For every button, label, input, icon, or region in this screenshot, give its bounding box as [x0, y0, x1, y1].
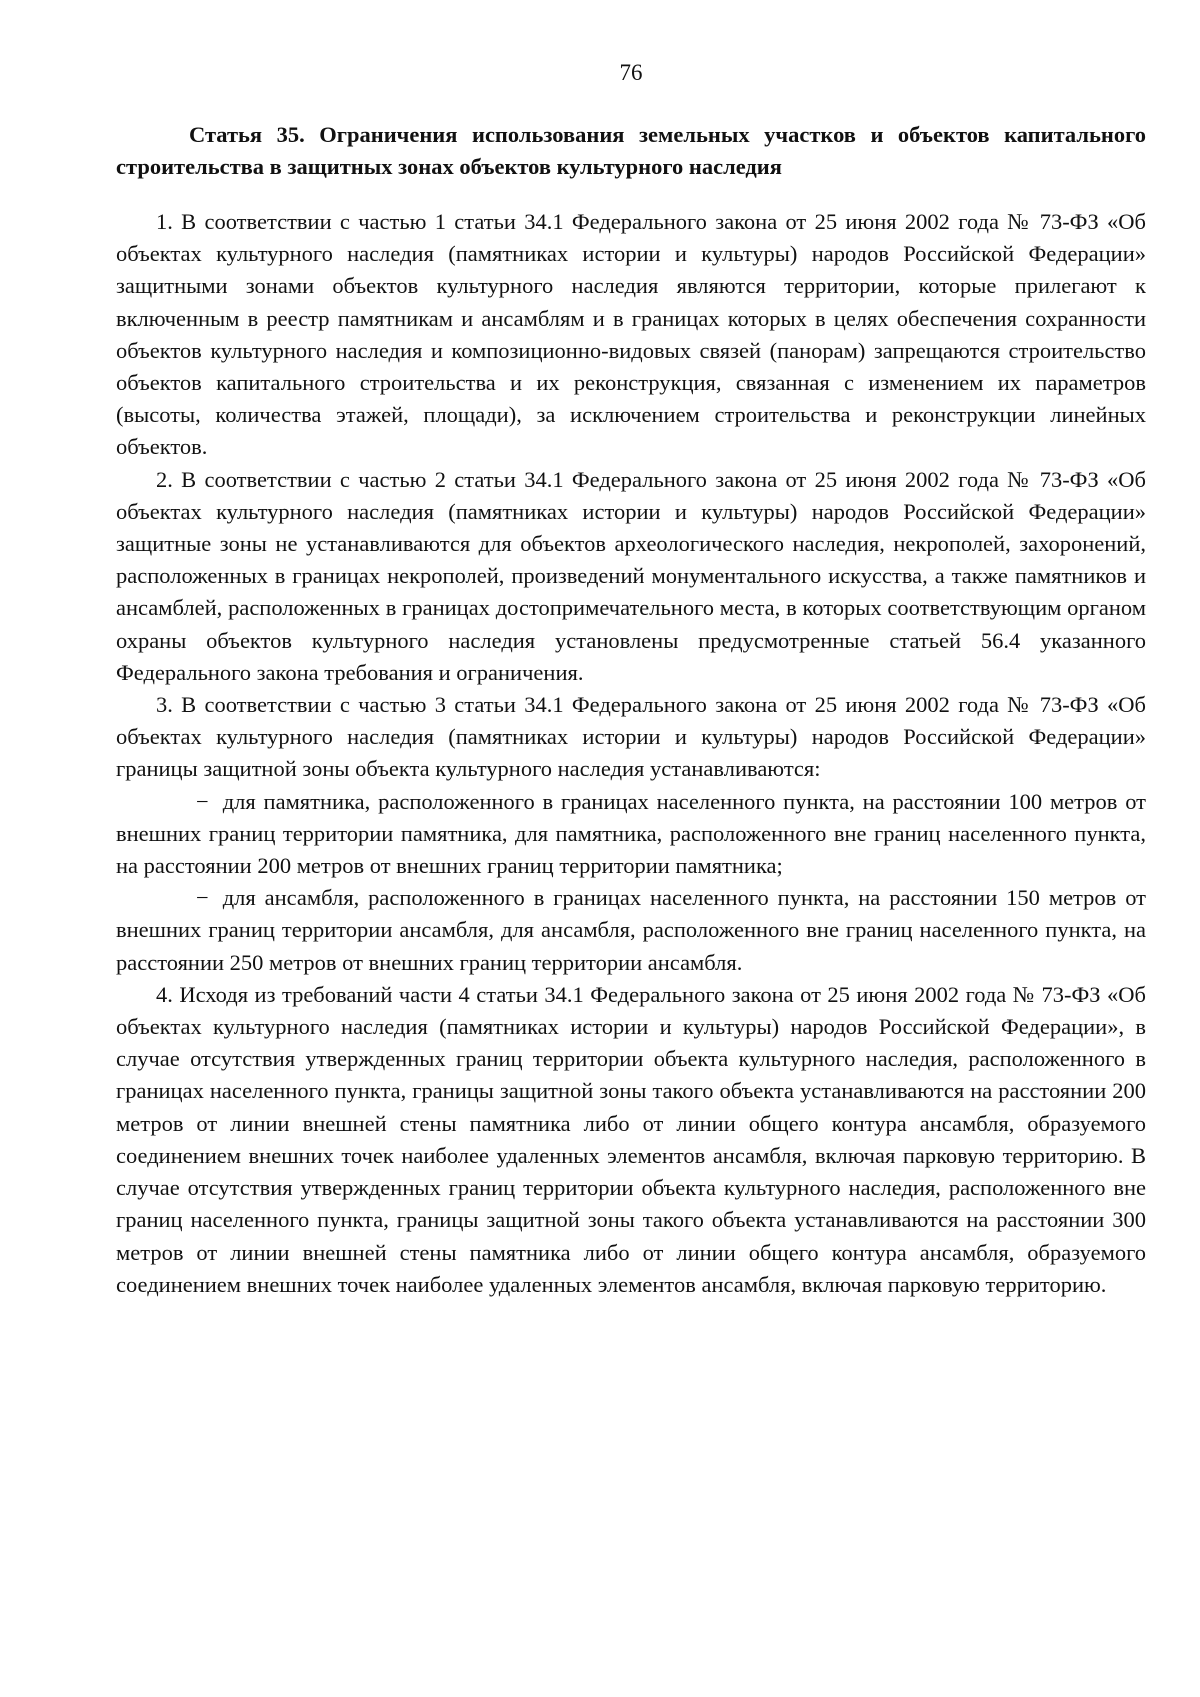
- article-body: [116, 206, 1146, 1301]
- list-item: [116, 786, 1146, 883]
- paragraph-3: 3. В соответствии с частью 3 статьи 34.1 Федерального закона от 25 июня 2002 года № 73-ФЗ «Об объектах культурного наследия (памятниках истории и культуры) народов Российской Федерации» границы защитной зоны объекта культурного наследия устанавливаются:: [116, 692, 1146, 782]
- paragraph-4: 4. Исходя из требований части 4 статьи 34.1 Федерального закона от 25 июня 2002 года № 73-ФЗ «Об объектах культурного наследия (памятниках истории и культуры) народов Российской Федерации», в случае отсутствия утвержденных границ территории объекта культурного наследия, расположенного в границах населенного пункта, границы защитной зоны такого объекта устанавливаются на расстоянии 200 метров от линии внешней стены памятника либо от линии общего контура ансамбля, образуемого соединением внешних точек наиболее удаленных элементов ансамбля, включая парковую территорию. В случае отсутствия утвержденных границ территории объекта культурного наследия, расположенного вне границ населенного пункта, границы защитной зоны такого объекта устанавливаются на расстоянии 300 метров от линии внешней стены памятника либо от линии общего контура ансамбля, образуемого соединением внешних точек наиболее удаленных элементов ансамбля, включая парковую территорию.: [116, 981, 1146, 1297]
- list-item-text: для памятника, расположенного в границах населенного пункта, на расстоянии 100 метров от внешних границ территории памятника, для памятника, расположенного вне границ населенного пункта, на расстоянии 200 метров от внешних границ территории памятника;: [116, 788, 1146, 879]
- paragraph-1: 1. В соответствии с частью 1 статьи 34.1 Федерального закона от 25 июня 2002 года № 73-ФЗ «Об объектах культурного наследия (памятниках истории и культуры) народов Российской Федерации» защитными зонами объектов культурного наследия являются территории, которые прилегают к включенным в реестр памятникам и ансамблям и в границах которых в целях обеспечения сохранности объектов культурного наследия и композиционно-видовых связей (панорам) запрещаются строительство объектов капитального строительства и их реконструкция, связанная с изменением их параметров (высоты, количества этажей, площади), за исключением строительства и реконструкции линейных объектов.: [116, 209, 1146, 460]
- paragraph-2: 2. В соответствии с частью 2 статьи 34.1 Федерального закона от 25 июня 2002 года № 73-ФЗ «Об объектах культурного наследия (памятниках истории и культуры) народов Российской Федерации» защитные зоны не устанавливаются для объектов археологического наследия, некрополей, захоронений, расположенных в границах некрополей, произведений монументального искусства, а также памятников и ансамблей, расположенных в границах достопримечательного места, в которых соответствующим органом охраны объектов культурного наследия установлены предусмотренные статьей 56.4 указанного Федерального закона требования и ограничения.: [116, 466, 1146, 685]
- article-title: Статья 35. Ограничения использования земельных участков и объектов капитального строительства в защитных зонах объектов культурного наследия: [116, 122, 1146, 179]
- page-number: 76: [619, 60, 643, 85]
- dash-marker: −: [196, 788, 209, 814]
- list-item-text: для ансамбля, расположенного в границах населенного пункта, на расстоянии 150 метров от внешних границ территории ансамбля, для ансамбля, расположенного вне границ населенного пункта, на расстоянии 250 метров от внешних границ территории ансамбля.: [116, 885, 1146, 975]
- dash-marker: −: [196, 885, 209, 911]
- list-item: [116, 882, 1146, 979]
